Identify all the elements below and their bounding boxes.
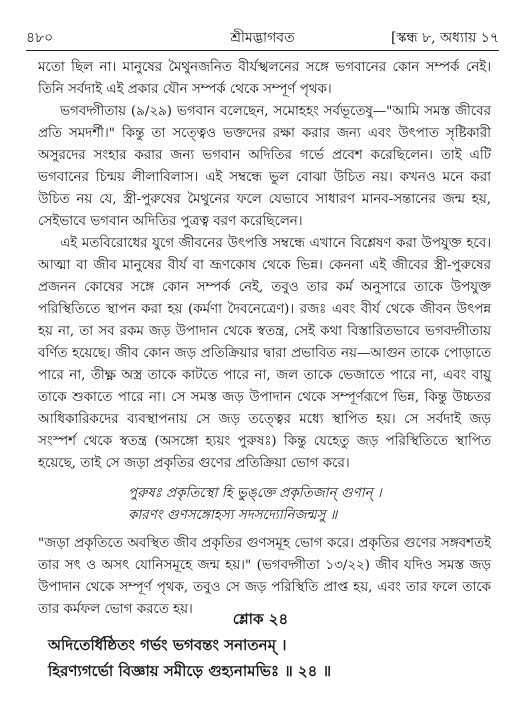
paragraph: এই মতবিরোধের যুগে জীবনের উৎপত্তি সম্বন্ধে এখানে বিশ্লেষণ করা উপযুক্ত হবে। আত্মা বা জীব মানুষের বীর্য বা ভ্রূণকোষ থেকে ভিন্ন। কেননা এই জীবের স্ত্রী-পুরুষের প্রজনন কোষের সঙ্গে কোন সম্পর্ক নেই, তবুও তার কর্ম অনুসারে তাকে উপযুক্ত পরিস্থিতিতে স্থাপন করা হয় (কর্মণা দৈবনেত্রেণ)। রজঃ এবং বীর্য থেকে জীবন উৎপন্ন হয় না, তা সব রকম জড় উপাদান থেকে স্বতন্ত্র, সেই কথা বিস্তারিতভাবে ভগবদ্গীতায় বর্ণিত হয়েছে। জীব কোন জড় প্রতিক্রিয়ার দ্বারা প্রভাবিত নয়—আগুন তাকে পোড়াতে পারে না, তীক্ষ্ণ অস্ত্র তাকে কাটতে পারে না, জল তাকে ভেজাতে পারে না, এবং বায়ু তাকে শুকাতে পারে না। সে সমস্ত জড় উপাদান থেকে সম্পূর্ণরূপে ভিন্ন, কিন্তু উচ্চতর আধিকারিকদের ব্যবস্থাপনায় সে জড় তত্ত্বের মধ্যে স্থাপিত হয়। সে সর্বদাই জড় সংস্পর্শ থেকে স্বতন্ত্র (অসঙ্গো হ্যয়ং পুরুষঃ) কিন্তু যেহেতু জড় পরিস্থিতিতে স্থাপিত হয়েছে, তাই সে জড়া প্রকৃতির গুণের প্রতিক্রিয়া ভোগ করে। (38, 236, 491, 471)
page-body (38, 57, 491, 621)
sloka-line: অদিতের্ধিষ্ঠিতং গর্ভং ভগবন্তং সনাতনম্ । (48, 636, 287, 654)
verse-line: পুরুষঃ প্রকৃতিস্থো হি ভুঙ্‌ক্তে প্রকৃতিজান্ গুণান্ । (128, 486, 382, 501)
page-header (26, 26, 499, 48)
paragraph: ভগবদ্গীতায় (৯/২৯) ভগবান বলেছেন, সমোহহং সর্বভূতেষু—"আমি সমস্ত জীবের প্রতি সমদর্শী।" কিন্তু তা সত্ত্বেও ভক্তদের রক্ষা করার জন্য এবং উৎপাত সৃষ্টিকারী অসুরদের সংহার করার জন্য ভগবান অদিতির গর্ভে প্রবেশ করেছিলেন। তাই এটি ভগবানের চিন্ময় লীলাবিলাস। এই সম্বন্ধে ভুল বোঝা উচিত নয়। কখনও মনে করা উচিত নয় যে, স্ত্রী-পুরুষের মৈথুনের ফলে যেভাবে সাধারণ মানব-সন্তানের জন্ম হয়, সেইভাবে ভগবান অদিতির পুত্রত্ব বরণ করেছিলেন। (38, 104, 491, 229)
paragraph: মতো ছিল না। মানুষের মৈথুনজনিত বীর্যস্খলনের সঙ্গে ভগবানের কোন সম্পর্ক নেই। তিনি সর্বদাই এই প্রকার যৌন সম্পর্ক থেকে সম্পূর্ণ পৃথক। (38, 60, 491, 97)
page-number: ৪৮০ (26, 30, 54, 46)
paragraph: "জড়া প্রকৃতিতে অবস্থিত জীব প্রকৃতির গুণসমূহ ভোগ করে। প্রকৃতির গুণের সঙ্গবশতই তার সৎ ও অসৎ যোনিসমূহে জন্ম হয়।" (ভগবদ্গীতা ১৩/২২) জীব যদিও সমস্ত জড় উপাদান থেকে সম্পূর্ণ পৃথক, তবুও সে জড় পরিস্থিতি প্রাপ্ত হয়, এবং তার ফলে তাকে তার কর্মফল ভোগ করতে হয়। (38, 536, 491, 617)
chapter-label: [স্কন্ধ ৮, অধ্যায় ১৭ (390, 30, 499, 46)
quoted-verse (128, 483, 491, 527)
header-divider (26, 50, 499, 51)
sloka-line: হিরণ্যগর্ভো বিজ্ঞায় সমীড়ে গুহ্যনামভিঃ ॥ ২৪ ॥ (48, 662, 332, 680)
book-title: শ্রীমদ্ভাগবত (230, 30, 295, 46)
sloka-text (48, 632, 501, 684)
sloka-heading: শ্লোক ২৪ (232, 610, 289, 628)
verse-line: কারণং গুণসঙ্গোহস্য সদসদ্যোনিজন্মসু ॥ (128, 508, 338, 523)
